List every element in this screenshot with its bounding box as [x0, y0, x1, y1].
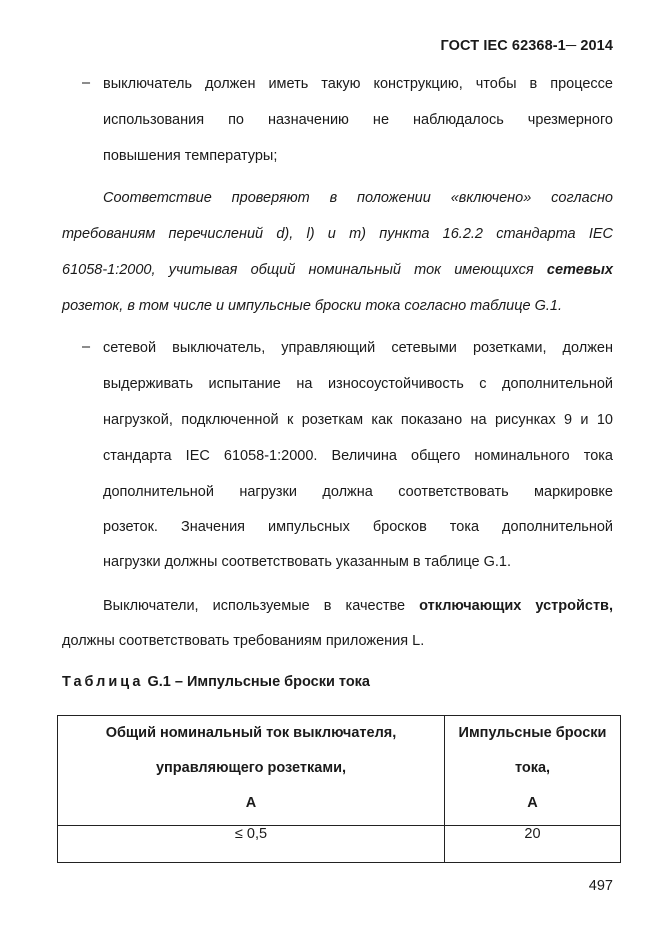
- item2-line-5: дополнительной нагрузки должна соответствовать маркировке: [103, 484, 613, 500]
- item1-line-3: повышения температуры;: [103, 148, 278, 164]
- header-unit: А: [245, 795, 257, 811]
- compliance-line-4: розеток, в том числе и импульсные броски тока согласно таблице G.1.: [62, 298, 563, 314]
- switches-line-1-text: Выключатели, используемые в качестве: [103, 598, 420, 614]
- term-disconnect-devices: отключающих устройств,: [419, 598, 613, 614]
- compliance-line-3: [62, 261, 613, 279]
- header-text: управляющего розетками,: [155, 760, 347, 776]
- table-caption-text: G.1 – Импульсные броски тока: [143, 674, 370, 690]
- item1-line-1: выключатель должен иметь такую конструкцию, чтобы в процессе: [103, 76, 613, 92]
- table-cell-current: ≤ 0,5: [58, 825, 445, 862]
- item2-line-6: розеток. Значения импульсных бросков тока дополнительной: [103, 519, 613, 535]
- document-header: ГОСТ IEC 62368-1─ 2014: [440, 38, 613, 54]
- term-mains-sockets: сетевых: [546, 262, 613, 278]
- compliance-line-1: Соответствие проверяют в положении «включено» согласно: [103, 190, 613, 206]
- header-text: Импульсные броски: [458, 725, 607, 741]
- list-dash-1: –: [82, 75, 91, 91]
- page-number: 497: [588, 878, 613, 894]
- table-header-row: [58, 716, 621, 826]
- item2-line-4: стандарта IEC 61058-1:2000. Величина общего номинального тока: [103, 448, 613, 464]
- compliance-line-2: требованиям перечислений d), l) и m) пункта 16.2.2 стандарта IEC: [62, 226, 613, 242]
- compliance-line-3-text: 61058-1:2000, учитывая общий номинальный ток имеющихся: [62, 262, 547, 278]
- surge-current-table: [57, 715, 621, 863]
- header-text: Общий номинальный ток выключателя,: [105, 725, 397, 741]
- item2-line-2: выдерживать испытание на износоустойчивость с дополнительной: [103, 376, 613, 392]
- list-dash-2: –: [82, 339, 91, 355]
- switches-line-1: [103, 597, 613, 615]
- table-caption: [62, 674, 370, 690]
- item2-line-3: нагрузкой, подключенной к розеткам как показано на рисунках 9 и 10: [103, 412, 613, 428]
- table-header-surge-current: [445, 716, 621, 826]
- table-cell-surge: 20: [445, 825, 621, 862]
- switches-line-2: должны соответствовать требованиям приложения L.: [62, 633, 425, 649]
- header-unit: А: [527, 795, 538, 811]
- item2-line-7: нагрузки должны соответствовать указанным в таблице G.1.: [103, 554, 512, 570]
- table-caption-label: Таблица: [62, 674, 144, 690]
- header-text: тока,: [514, 760, 551, 776]
- item2-line-1: сетевой выключатель, управляющий сетевыми розетками, должен: [103, 340, 613, 356]
- table-row: [58, 825, 621, 862]
- item1-line-2: использования по назначению не наблюдалось чрезмерного: [103, 112, 613, 128]
- table-header-rated-current: [58, 716, 445, 826]
